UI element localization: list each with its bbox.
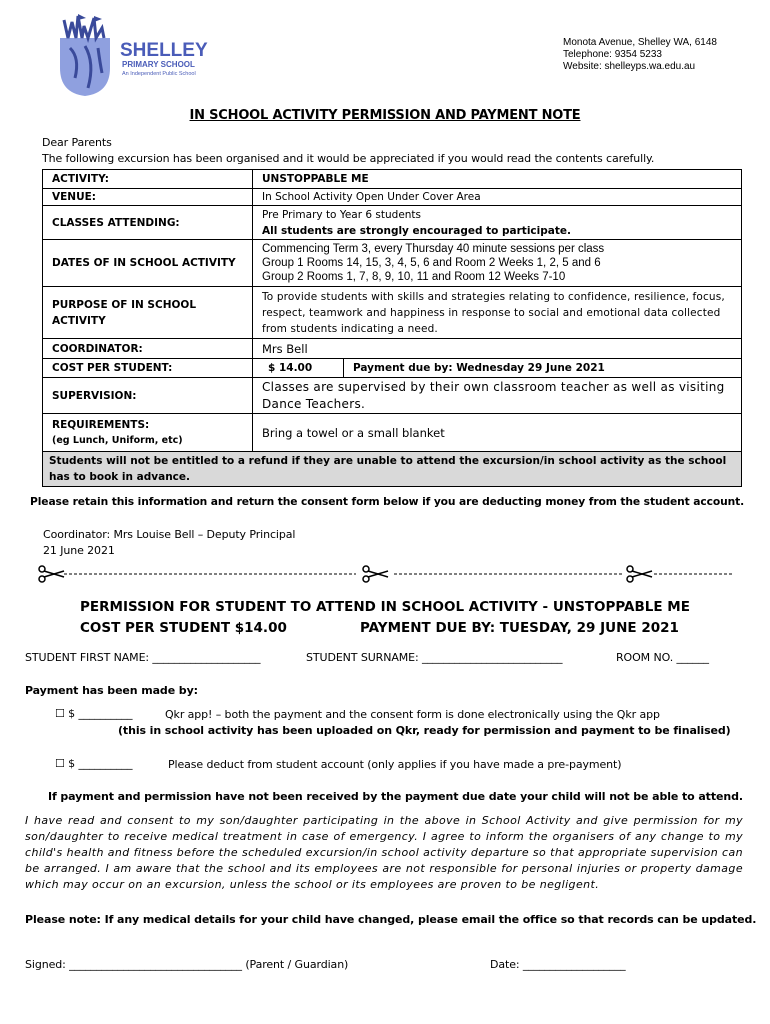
requirements-label: REQUIREMENTS: xyxy=(52,418,150,431)
supervision-label: SUPERVISION: xyxy=(43,378,253,414)
logo-name: SHELLEY xyxy=(120,40,208,61)
row-supervision xyxy=(43,378,742,414)
cost-value: $ 14.00 xyxy=(253,359,344,378)
dates-label: DATES OF IN SCHOOL ACTIVITY xyxy=(43,240,253,287)
coordinator-value: Mrs Bell xyxy=(253,339,742,359)
scissors-icon xyxy=(627,566,652,582)
permission-cost: COST PER STUDENT $14.00 xyxy=(80,620,287,636)
qkr-option-text: Qkr app! – both the payment and the consent form is done electronically using the Qkr app xyxy=(165,708,660,721)
permission-heading: PERMISSION FOR STUDENT TO ATTEND IN SCHOOL ACTIVITY - UNSTOPPABLE ME xyxy=(80,599,690,615)
page-title: IN SCHOOL ACTIVITY PERMISSION AND PAYMENT NOTE xyxy=(189,108,581,123)
row-venue xyxy=(43,189,742,206)
permission-due: PAYMENT DUE BY: TUESDAY, 29 JUNE 2021 xyxy=(360,620,679,636)
purpose-value: To provide students with skills and strategies relating to confidence, resilience, focus, respect, teamwork and happiness in response to social and emotional data collected from students indicating a need. xyxy=(253,287,742,339)
coordinator-label: COORDINATOR: xyxy=(43,339,253,359)
signature-field[interactable]: Signed: ________________________________ (Parent / Guardian) xyxy=(25,958,349,971)
coordinator-sign: Coordinator: Mrs Louise Bell – Deputy Principal xyxy=(43,528,296,541)
activity-table xyxy=(42,169,742,487)
retain-note: Please retain this information and return the consent form below if you are deducting money from the student account. xyxy=(30,495,745,508)
qkr-checkbox[interactable]: ☐ $ __________ xyxy=(55,707,133,720)
activity-value: UNSTOPPABLE ME xyxy=(253,170,742,189)
date-field[interactable]: Date: ___________________ xyxy=(490,958,626,971)
date-sign: 21 June 2021 xyxy=(43,544,115,557)
row-coordinator xyxy=(43,339,742,359)
requirements-sub: (eg Lunch, Uniform, etc) xyxy=(52,434,183,446)
classes-value-1: Pre Primary to Year 6 students xyxy=(262,208,422,221)
deduct-checkbox[interactable]: ☐ $ __________ xyxy=(55,757,133,770)
row-dates xyxy=(43,240,742,287)
dates-value-1: Commencing Term 3, every Thursday 40 minute sessions per class xyxy=(262,243,605,255)
row-notice xyxy=(43,452,742,487)
scissors-icon xyxy=(39,566,64,582)
classes-label: CLASSES ATTENDING: xyxy=(43,206,253,240)
intro-line: The following excursion has been organised and it would be appreciated if you would read the contents carefully. xyxy=(42,152,655,165)
cost-label: COST PER STUDENT: xyxy=(43,359,253,378)
refund-notice: Students will not be entitled to a refund if they are unable to attend the excursion/in school activity as the school has to book in advance. xyxy=(43,452,742,487)
activity-label: ACTIVITY: xyxy=(43,170,253,189)
dates-value-3: Group 2 Rooms 1, 7, 8, 9, 10, 11 and Room 12 Weeks 7-10 xyxy=(262,271,566,283)
cut-line xyxy=(36,563,736,583)
supervision-value: Classes are supervised by their own classroom teacher as well as visiting Dance Teachers. xyxy=(253,378,742,414)
payment-due: Payment due by: Wednesday 29 June 2021 xyxy=(344,359,742,378)
telephone: Telephone: 9354 5233 xyxy=(563,49,662,60)
dates-value-2: Group 1 Rooms 14, 15, 3, 4, 5, 6 and Room 2 Weeks 1, 2, 5 and 6 xyxy=(262,257,601,269)
scissors-icon xyxy=(363,566,388,582)
venue-value: In School Activity Open Under Cover Area xyxy=(253,189,742,206)
qkr-option-note: (this in school activity has been uploaded on Qkr, ready for permission and payment to be finalised) xyxy=(118,724,731,737)
school-contact xyxy=(563,37,717,73)
classes-value-2: All students are strongly encouraged to participate. xyxy=(262,224,571,237)
consent-text: I have read and consent to my son/daughter participating in the above in School Activity and give permission for my son/daughter to receive medical treatment in case of emergency. I agree to inform the organisers of any change to my child's health and fitness before the scheduled excursion/in school activity departure so that appropriate supervision can be arranged. I am aware that the school and its employees are not responsible for personal injuries or property damage which may occur on an excursion, unless the school or its employees are proven to be negligent. xyxy=(25,814,743,891)
payment-made-label: Payment has been made by: xyxy=(25,684,198,697)
row-activity xyxy=(43,170,742,189)
greeting: Dear Parents xyxy=(42,136,112,149)
website: Website: shelleyps.wa.edu.au xyxy=(563,61,696,72)
row-cost xyxy=(43,359,742,378)
surname-field[interactable]: STUDENT SURNAME: __________________________ xyxy=(306,651,563,664)
row-requirements xyxy=(43,414,742,452)
logo-tagline: An Independent Public School xyxy=(122,71,196,77)
payment-warning: If payment and permission have not been received by the payment due date your child will not be able to attend. xyxy=(48,790,743,803)
requirements-value: Bring a towel or a small blanket xyxy=(253,414,742,452)
address: Monota Avenue, Shelley WA, 6148 xyxy=(563,37,717,48)
deduct-option-text: Please deduct from student account (only applies if you have made a pre-payment) xyxy=(168,758,622,771)
purpose-label-2: ACTIVITY xyxy=(52,314,106,327)
school-logo xyxy=(50,8,230,98)
purpose-label-1: PURPOSE OF IN SCHOOL xyxy=(52,298,197,311)
medical-note: Please note: If any medical details for your child have changed, please email the office so that records can be updated. xyxy=(25,913,757,926)
venue-label: VENUE: xyxy=(43,189,253,206)
row-classes xyxy=(43,206,742,240)
logo-sub: PRIMARY SCHOOL xyxy=(122,60,195,69)
first-name-field[interactable]: STUDENT FIRST NAME: ____________________ xyxy=(25,651,261,664)
row-purpose xyxy=(43,287,742,339)
room-field[interactable]: ROOM NO. ______ xyxy=(616,651,709,664)
